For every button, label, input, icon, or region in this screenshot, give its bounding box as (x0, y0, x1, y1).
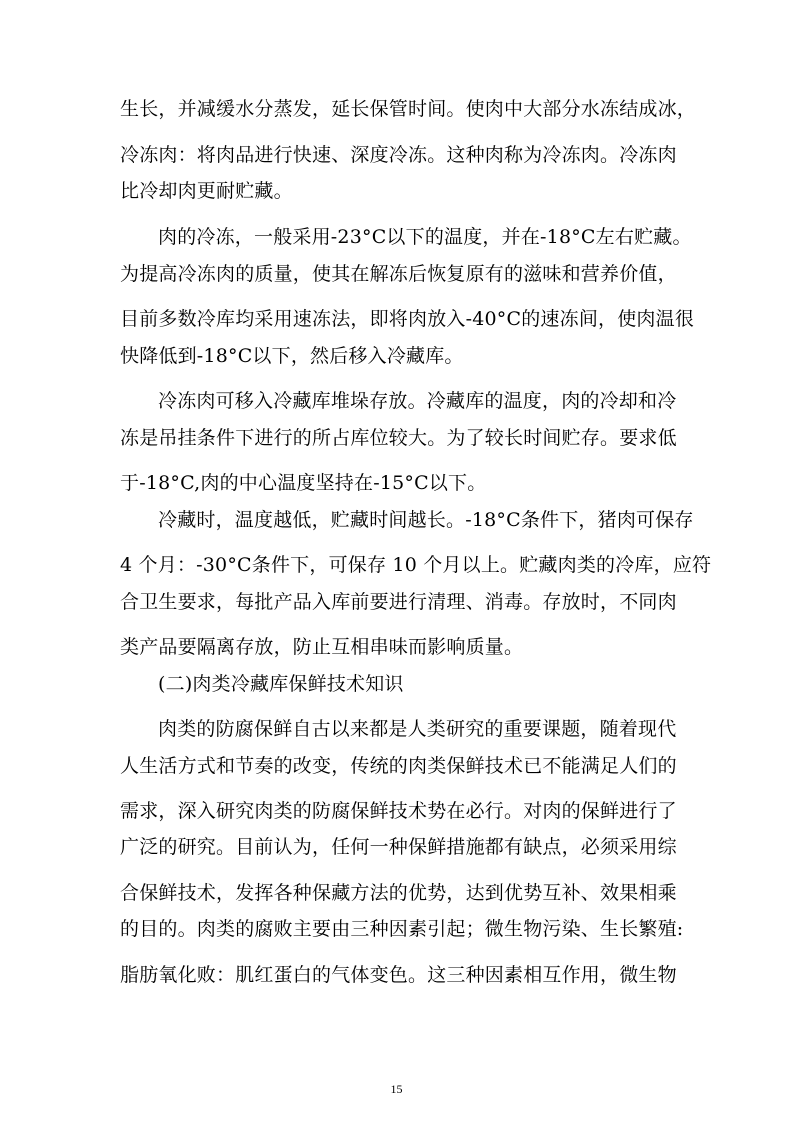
text-line: 广泛的研究。目前认为，任何一种保鲜措施都有缺点，必须采用综 (120, 836, 677, 858)
text-line: 合卫生要求，每批产品入库前要进行清理、消毒。存放时，不同肉 (120, 591, 677, 613)
paragraph-start-line: 冷藏时，温度越低，贮藏时间越长。-18°C条件下，猪肉可保存 (158, 509, 694, 531)
page-number: 15 (390, 1082, 403, 1096)
text-line: 生长，并减缓水分蒸发，延长保管时间。使肉中大部分水冻结成冰， (120, 98, 697, 120)
paragraph-start-line: 肉的冷冻，一般采用-23°C以下的温度，并在-18°C左右贮藏。 (158, 226, 692, 248)
text-line: 需求，深入研究肉类的防腐保鲜技术势在必行。对肉的保鲜进行了 (120, 800, 677, 822)
paragraph-start-line: 冷冻肉可移入冷藏库堆垛存放。冷藏库的温度，肉的冷却和冷 (158, 390, 677, 412)
section-heading: (二)肉类冷藏库保鲜技术知识 (158, 673, 404, 695)
text-line: 冷冻肉：将肉品进行快速、深度冷冻。这种肉称为冷冻肉。冷冻肉 (120, 144, 677, 166)
text-line: 4 个月：-30°C条件下，可保存 10 个月以上。贮藏肉类的冷库，应符 (120, 554, 712, 576)
text-line: 为提高冷冻肉的质量，使其在解冻后恢复原有的滋味和营养价值， (120, 263, 677, 285)
text-line: 目前多数冷库均采用速冻法，即将肉放入-40°C的速冻间，使肉温很 (120, 308, 695, 330)
text-line: 脂肪氧化败：肌红蛋白的气体变色。这三种因素相互作用，微生物 (120, 964, 677, 986)
text-line: 类产品要隔离存放，防止互相串味而影响质量。 (120, 636, 524, 658)
text-line: 合保鲜技术，发挥各种保藏方法的优势，达到优势互补、效果相乘 (120, 882, 677, 904)
text-line: 比冷却肉更耐贮藏。 (120, 180, 293, 202)
paragraph-start-line: 肉类的防腐保鲜自古以来都是人类研究的重要课题，随着现代 (158, 718, 677, 740)
text-line: 人生活方式和节奏的改变，传统的肉类保鲜技术已不能满足人们的 (120, 755, 677, 777)
text-line: 于-18°C,肉的中心温度坚持在-15°C以下。 (120, 472, 487, 494)
text-line: 的目的。肉类的腐败主要由三种因素引起；微生物污染、生长繁殖: (120, 918, 684, 940)
text-line: 冻是吊挂条件下进行的所占库位较大。为了较长时间贮存。要求低 (120, 427, 677, 449)
text-line: 快降低到-18°C以下，然后移入冷藏库。 (120, 345, 464, 367)
